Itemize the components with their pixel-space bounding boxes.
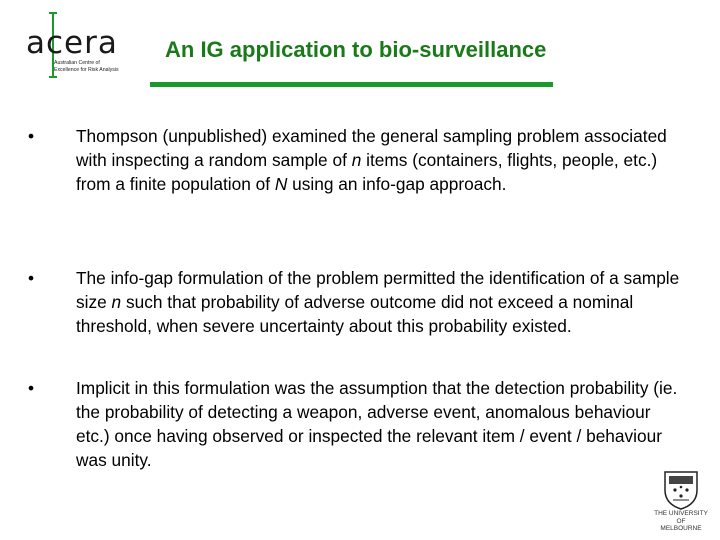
bullet-mark: • [28, 268, 35, 288]
title-underline [150, 82, 553, 87]
crest-line-2: MELBOURNE [660, 525, 702, 532]
university-crest [651, 470, 711, 530]
logo-subtitle [54, 60, 154, 73]
bullet-mark: • [28, 378, 35, 398]
crest-caption [651, 510, 711, 533]
university-crest-icon [651, 470, 711, 510]
logo-subtitle-line-2: Excellence for Risk Analysis [54, 66, 119, 73]
crest-line-1: THE UNIVERSITY OF [654, 510, 708, 525]
bullet-mark: • [28, 126, 35, 146]
acera-logo [20, 10, 148, 80]
bullet-text: Implicit in this formulation was the assumption that the detection probability (ie. the probability of detecting a weapon, adverse event, anomalous behaviour etc.) once having observed or inspected the relevant item / event / behaviour was unity. [76, 378, 678, 470]
slide-title: An IG application to bio-surveillance [165, 37, 547, 62]
logo-subtitle-line-1: Australian Centre of [54, 60, 100, 66]
logo-wordmark: acera [26, 25, 118, 61]
bullet-text: The info-gap formulation of the problem permitted the identification of a sample size n such that probability of adverse outcome did not exceed a nominal threshold, when severe uncertainty about this probability existed. [76, 268, 680, 336]
bullet-text: Thompson (unpublished) examined the general sampling problem associated with inspecting a random sample of n items (containers, flights, people, etc.) from a finite population of N using an info-gap approach. [76, 126, 667, 194]
